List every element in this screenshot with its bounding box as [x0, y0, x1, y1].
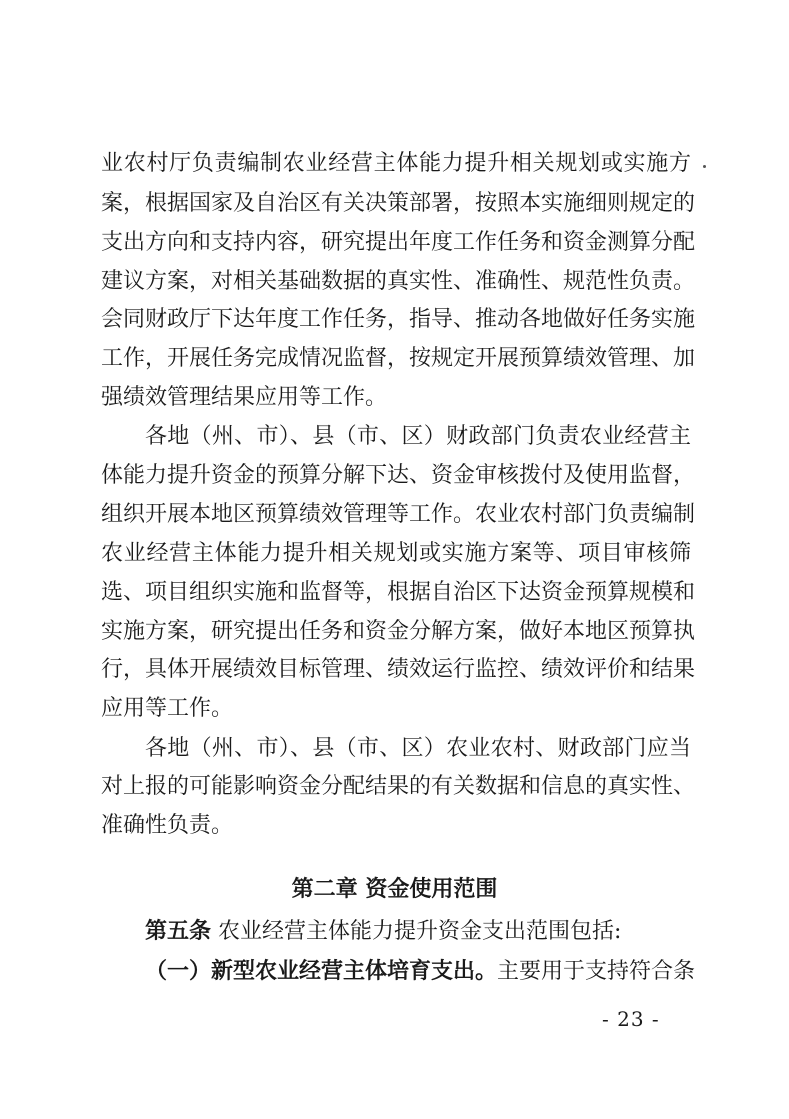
item-text: 主要用于支持符合条: [497, 959, 696, 984]
body-line: 行，具体开展绩效目标管理、绩效运行监控、绩效评价和结果: [101, 657, 696, 682]
article-line: [145, 918, 691, 946]
body-line: 业农村厅负责编制农业经营主体能力提升相关规划或实施方: [101, 151, 691, 176]
scan-speck: [703, 165, 706, 168]
body-line: 会同财政厅下达年度工作任务，指导、推动各地做好任务实施: [101, 307, 696, 332]
body-line: 工作，开展任务完成情况监督，按规定开展预算绩效管理、加: [101, 346, 696, 371]
body-line: 实施方案，研究提出任务和资金分解方案，做好本地区预算执: [101, 619, 696, 644]
article-number: 第五条: [145, 919, 212, 944]
body-line: 各地（州、市）、县（市、区）农业农村、财政部门应当: [145, 736, 691, 761]
body-line: 各地（州、市）、县（市、区）财政部门负责农业经营主: [145, 424, 691, 449]
body-line: 准确性负责。: [101, 813, 234, 838]
body-line: 组织开展本地区预算绩效管理等工作。农业农村部门负责编制: [101, 502, 696, 527]
page-number: - 23 -: [602, 1007, 660, 1031]
body-line: 案，根据国家及自治区有关决策部署，按照本实施细则规定的: [101, 191, 696, 216]
body-line: 农业经营主体能力提升相关规划或实施方案等、项目审核筛: [101, 541, 691, 566]
body-line: 体能力提升资金的预算分解下达、资金审核拨付及使用监督，: [101, 463, 696, 488]
chapter-heading: 第二章 资金使用范围: [291, 877, 498, 902]
item-title: （一）新型农业经营主体培育支出。: [145, 959, 498, 984]
item-line: [145, 958, 696, 986]
body-line: 选、项目组织实施和监督等，根据自治区下达资金预算规模和: [101, 580, 696, 605]
body-line: 支出方向和支持内容，研究提出年度工作任务和资金测算分配: [101, 230, 696, 255]
article-text: 农业经营主体能力提升资金支出范围包括:: [211, 919, 622, 944]
body-line: 强绩效管理结果应用等工作。: [101, 385, 388, 410]
body-line: 建议方案，对相关基础数据的真实性、准确性、规范性负责。: [101, 269, 696, 294]
body-line: 对上报的可能影响资金分配结果的有关数据和信息的真实性、: [101, 774, 696, 799]
body-line: 应用等工作。: [101, 696, 234, 721]
